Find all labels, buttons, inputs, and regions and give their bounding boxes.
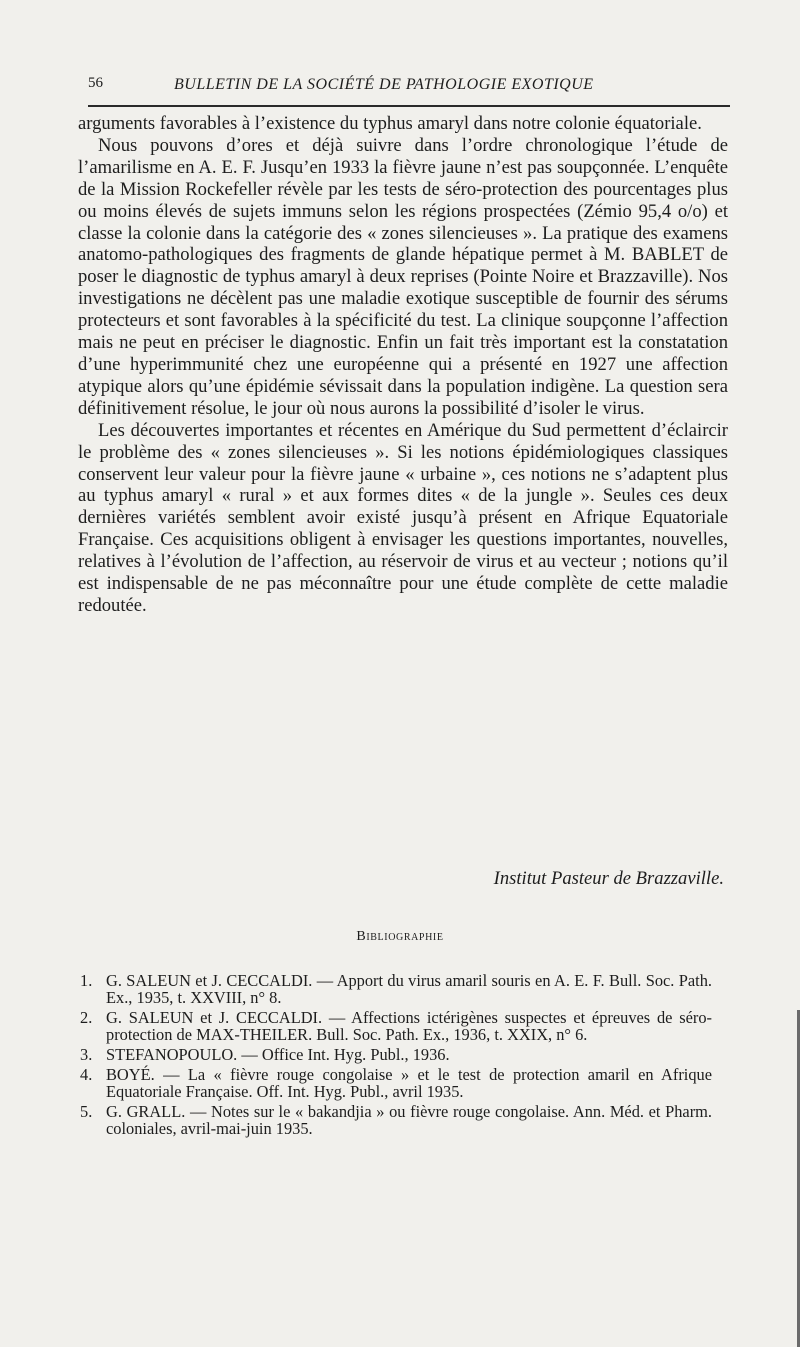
header-rule (88, 105, 730, 107)
entry-number: 1. (80, 971, 93, 990)
entry-text: G. SALEUN et J. CECCALDI. — Affections ictérigènes suspectes et épreuves de séro-protection de MAX-THEILER. Bull. Soc. Path. Ex., 1936, t. XXIX, n° 6. (106, 1008, 712, 1044)
page-header (88, 72, 730, 106)
bibliography-entry (80, 1046, 712, 1063)
entry-text: G. GRALL. — Notes sur le « bakandjia » ou fièvre rouge congolaise. Ann. Méd. et Pharm. coloniales, avril-mai-juin 1935. (106, 1102, 712, 1138)
entry-text: BOYÉ. — La « fièvre rouge congolaise » et le test de protection amaril en Afrique Equatoriale Française. Off. Int. Hyg. Publ., avril 1935. (106, 1065, 712, 1101)
paragraph: Nous pouvons d’ores et déjà suivre dans l’ordre chronologique l’étude de l’amarilisme en A. E. F. Jusqu’en 1933 la fièvre jaune n’est pas soupçonnée. L’enquête de la Mission Rockefeller révèle par les tests de séro-protection des pourcentages plus ou moins élevés de sujets immuns selon les régions prospectées (Zémio 95,4 o/o) et classe la colonie dans la catégorie des « zones silencieuses ». La pratique des examens anatomo-pathologiques des fragments de glande hépatique permet à M. BABLET de poser le diagnostic de typhus amaryl à deux reprises (Pointe Noire et Brazzaville). Nos investigations ne décèlent pas une maladie exotique susceptible de fournir des sérums protecteurs et sont favorables à la spécificité du test. La clinique soupçonne l’affection mais ne peut en préciser le diagnostic. Enfin un fait très important est la constatation d’une hyperimmunité chez une européenne qui a présenté en 1927 une affection atypique alors qu’une épidémie sévissait dans la population indigène. La question sera définitivement résolue, le jour où nous aurons la possibilité d’isoler le virus. (78, 134, 728, 419)
entry-number: 4. (80, 1065, 93, 1084)
paragraph: arguments favorables à l’existence du typhus amaryl dans notre colonie équatoriale. (78, 113, 702, 134)
bibliography-entry (80, 1103, 712, 1137)
page-number: 56 (88, 75, 103, 91)
article-body (78, 113, 728, 617)
running-title: BULLETIN DE LA SOCIÉTÉ DE PATHOLOGIE EXOTIQUE (174, 76, 594, 93)
entry-text: STEFANOPOULO. — Office Int. Hyg. Publ., 1936. (106, 1045, 450, 1064)
paragraph: Les découvertes importantes et récentes en Amérique du Sud permettent d’éclaircir le problème des « zones silencieuses ». Si les notions épidémiologiques classiques conservent leur valeur pour la fièvre jaune « urbaine », ces notions ne s’adaptent plus au typhus amaryl « rural » et aux formes dites « de la jungle ». Seules ces deux dernières variétés semblent avoir existé jusqu’à présent en Afrique Equatoriale Française. Ces acquisitions obligent à envisager les questions importantes, nouvelles, relatives à l’évolution de l’affection, au réservoir de virus et au vecteur ; notions qu’il est indispensable de ne pas méconnaître pour une étude complète de cette maladie redoutée. (78, 419, 728, 616)
entry-number: 3. (80, 1045, 93, 1064)
bibliography-entry (80, 972, 712, 1006)
bibliography-entry (80, 1066, 712, 1100)
bibliography-entry (80, 1009, 712, 1043)
entry-number: 2. (80, 1008, 93, 1027)
entry-number: 5. (80, 1102, 93, 1121)
institution-signature: Institut Pasteur de Brazzaville. (493, 868, 724, 889)
bibliography-list (80, 972, 712, 1140)
bibliography-heading: Bibliographie (356, 929, 444, 944)
entry-text: G. SALEUN et J. CECCALDI. — Apport du virus amaril souris en A. E. F. Bull. Soc. Path. Ex., 1935, t. XXVIII, n° 8. (106, 971, 712, 1007)
